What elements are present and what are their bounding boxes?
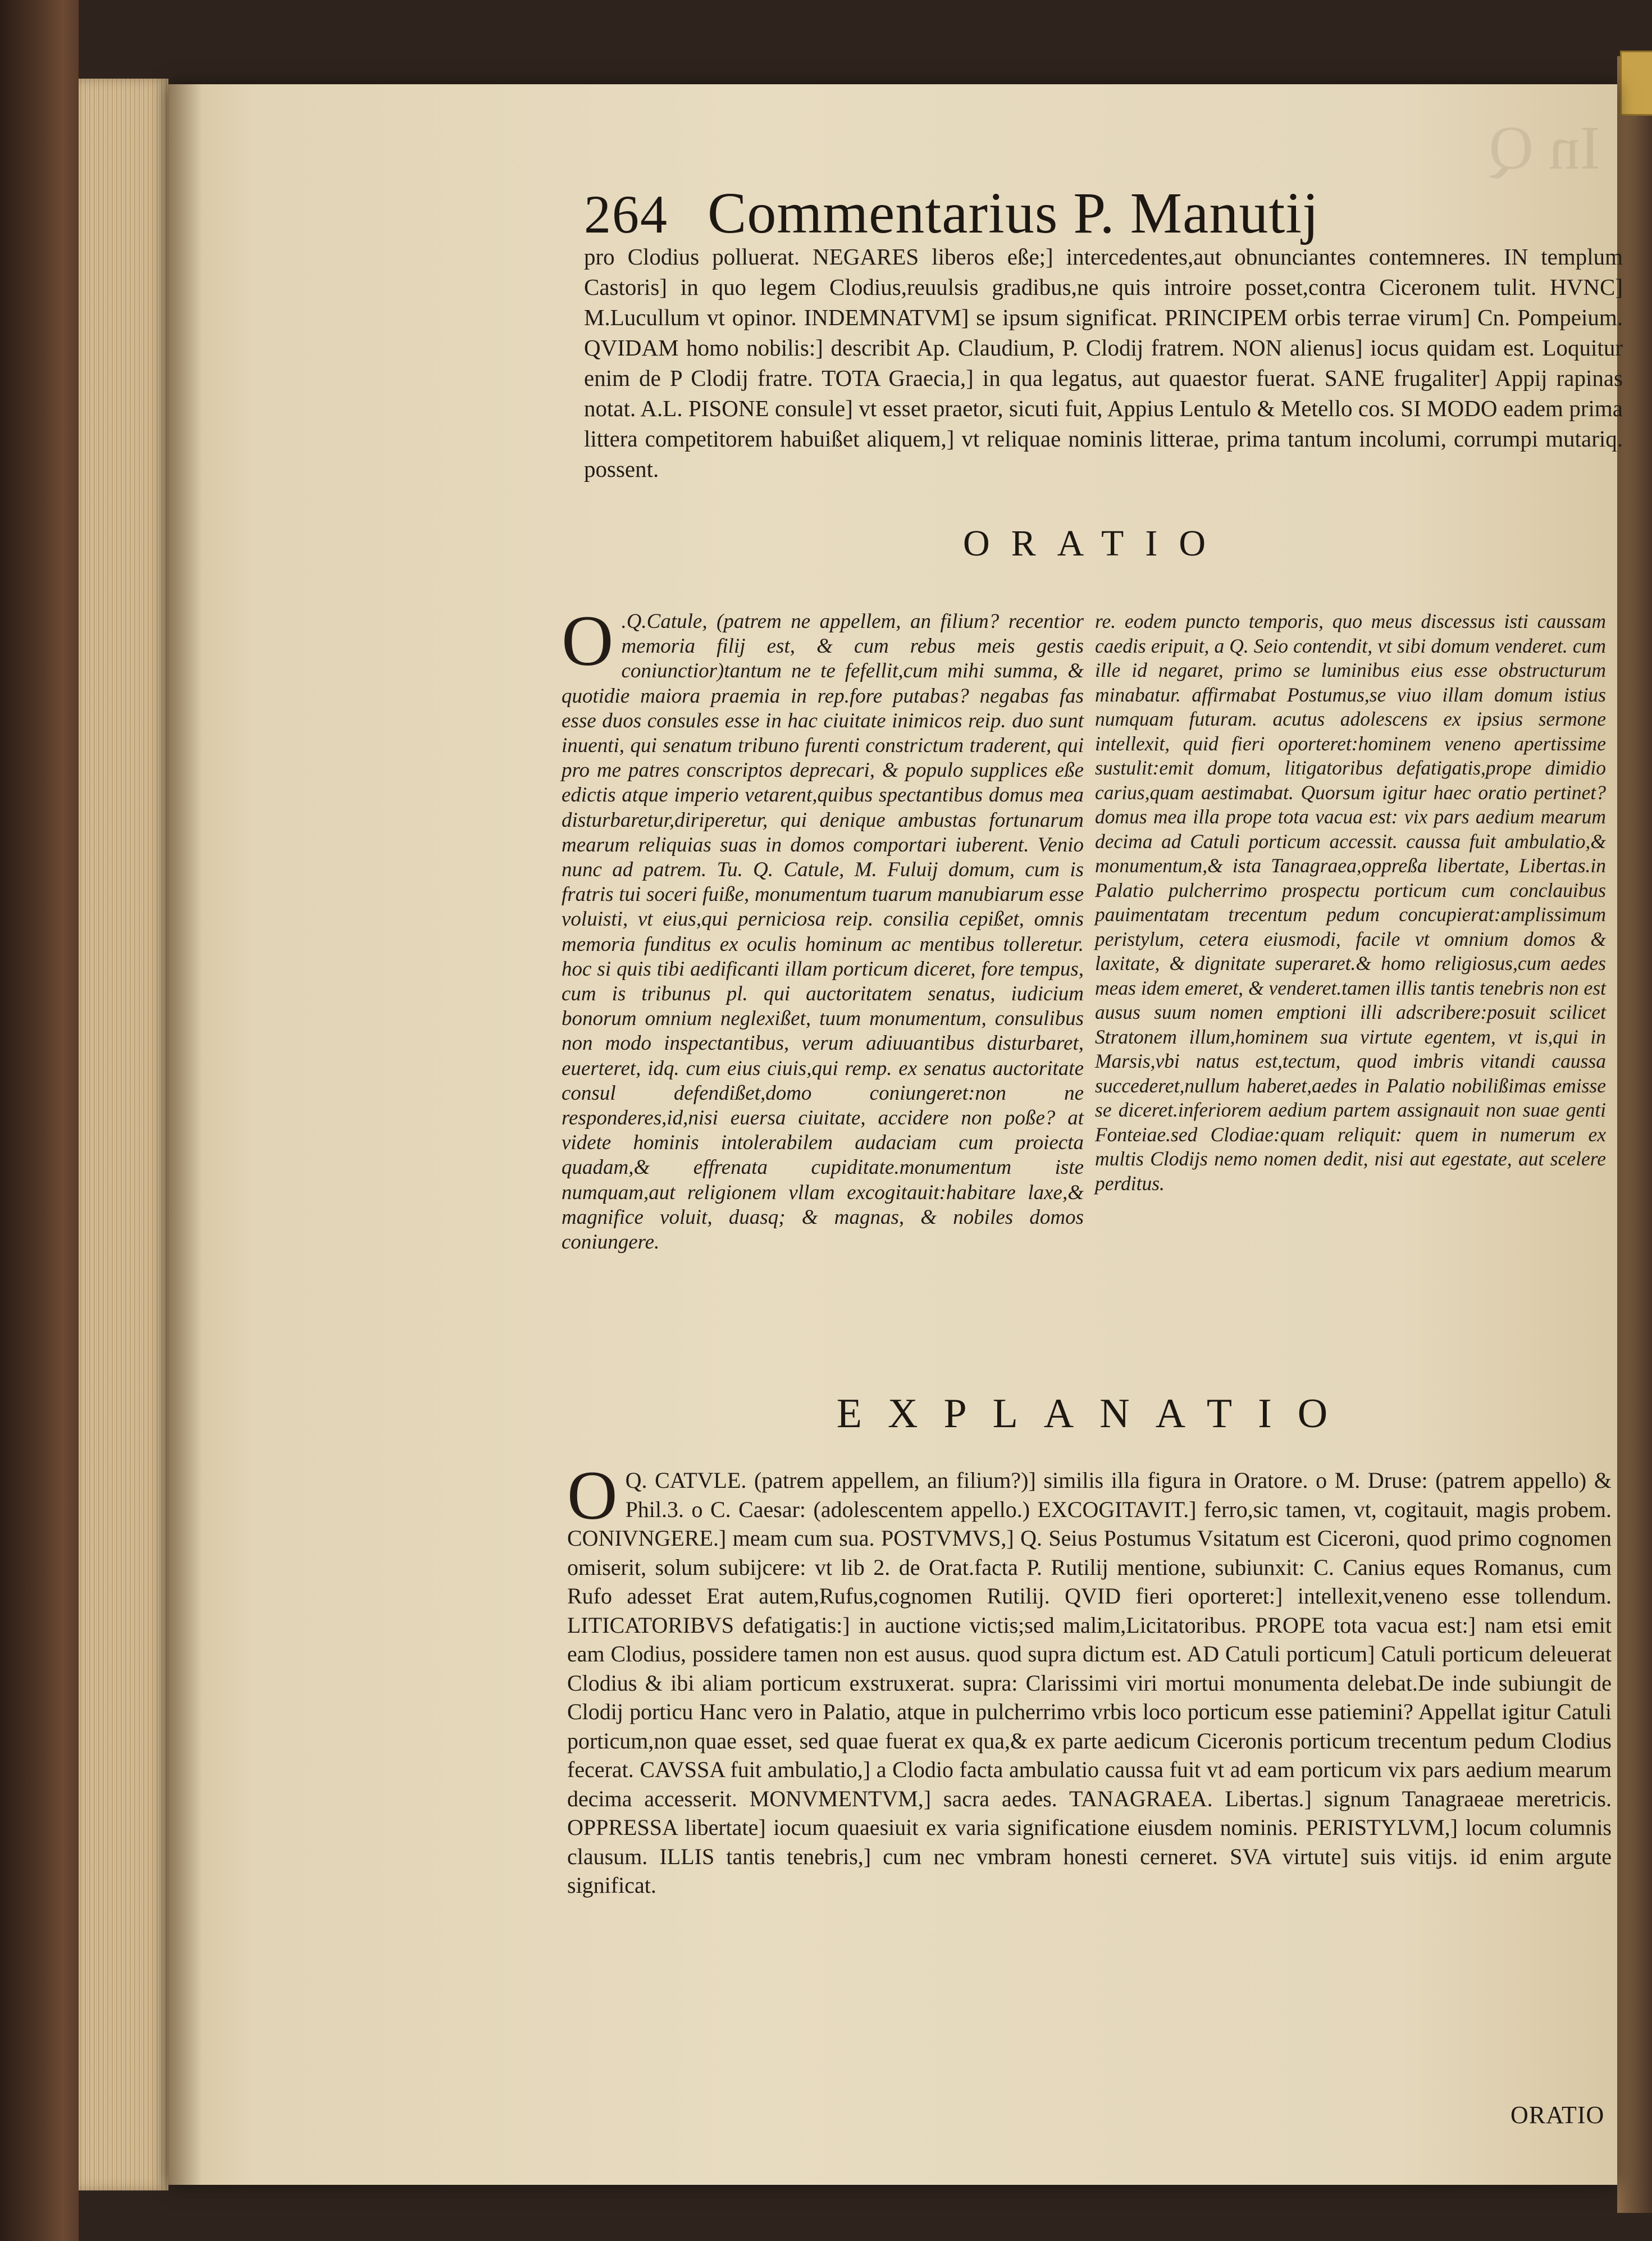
gutter-shadow (168, 84, 202, 2185)
explanatio-paragraph (567, 1457, 1612, 1900)
oratio-right-column (1095, 609, 1606, 1196)
explanatio-text: Q. CATVLE. (patrem appellem, an filium?)] similis illa figura in Oratore. o M. Druse: (patrem appello) & Phil.3. o C. Caesar: (adolescentem appello.) EXCOGITAVIT.] ferro,sic tamen, vt, cogitauit, magis probem. CONIVNGERE.] meam cum sua. POSTVMVS,] Q. Seius Postumus Vsitatum est Ciceroni, quod primo cognomen omiserit, solum subijcere: vt lib 2. de Orat.facta P. Rutilij mentione, subiunxit: C. Canius eques Romanus, cum Rufo adesset Erat autem,Rufus,cognomen Rutilij. QVID fieri oporteret:] intellexit,veneno esse tollendum. LITICATORIBVS defatigatis:] in auctione victis;sed malim,Licitatoribus. PROPE tota vacua est:] nam etsi emit eam Clodius, possidere tamen non est ausus. quod supra dictum est. AD Catuli porticum] Catuli porticum deleuerat Clodius & ibi aliam porticum exstruxerat. supra: Clarissimi viri mortui monumenta delebat.De inde subiungit de Clodij porticu Hanc vero in Palatio, atque in pulcherrimo vrbis loco porticum esse patiemini? Appellat igitur Catuli porticum,non quae esset, sed quae fuerat ex qua,& ex parte aedicum Ciceronis porticum trecentum pedum Clodius fecerat. CAVSSA fuit ambulatio,] a Clodio facta ambulatio caussa fuit vt ad eam porticum vix pars aedium mearum decima accesserit. MONVMENTVM,] sacra aedes. TANAGRAEA. Libertas.] signum Tanagraeae meretricis. OPPRESSA libertate] iocum quaesiuit ex varia significatione eiusdem nominis. PERISTYLVM,] locum columnis clausum. ILLIS tantis tenebris,] cum nec vmbram honesti cerneret. SVA virtute] suis vitijs. id enim argute significat. (567, 1468, 1612, 1898)
explanatio-heading: EXPLANATIO (836, 1391, 1354, 1437)
page-number: 264 (584, 184, 668, 244)
commentary-paragraph (584, 242, 1623, 484)
page-stack-edge (79, 79, 168, 2190)
oratio-left-text: .Q.Catule, (patrem ne appellem, an filium? recentior memoria filij est, & cum rebus meis gestis coniunctior)tantum ne te fefellit,cum mihi summa, & quotidie maiora praemia in rep.fore putabas? negabas fas esse duos consules esse in hac ciuitate inimicos reip. duo sunt inuenti, qui senatum tribuno furenti constrictum traderent, qui pro me patres conscriptos deprecari, & populo supplices eße edictis atque imperio vetarent,quibus spectantibus domus mea disturbaretur,diriperetur, qui denique ambustas fortunarum mearum reliquias suas in domos comportari iuberent. Venio nunc ad patrem. Tu. Q. Catule, M. Fuluij domum, cum is fratris tui soceri fuiße, monumentum tuarum manubiarum esse voluisti, vt eius,qui perniciosa reip. consilia cepißet, omnis memoria funditus ex oculis hominum ac mentibus tolleretur. hoc si quis tibi aedificanti illam porticum diceret, fore tempus, cum is tribunus pl. qui auctoritatem senatus, iudicium bonorum omnium neglexißet, tuum monumentum, consulibus non modo inspectantibus, verum adiuuantibus disturbaret, euerteret, idq. cum eius ciuis,qui remp. ex senatus auctoritate consul defendißet,domo coniungeret:non ne responderes,id,nisi euersa ciuitate, accidere non poße? at videte hominis intolerabilem audaciam cum proiecta quadam,& effrenata cupiditate.monumentum iste numquam,aut religionem vllam excogitauit:habitare laxe,& magnifice voluit, duasq; & magnas, & nobiles domos coniungere. (562, 610, 1084, 1254)
oratio-right-text: re. eodem puncto temporis, quo meus discessus isti caussam caedis eripuit, a Q. Seio contendit, vt sibi domum venderet. cum ille id negaret, primo se luminibus eius esse obstructurum minabatur. affirmabat Postumus,se viuo illam domum istius numquam futuram. acutus adolescens ex ipsius sermone intellexit, quid fieri oporteret:hominem veneno apertissime sustulit:emit domum, litigatoribus defatigatis,prope dimidio carius,quam aestimabat. Quorsum igitur haec oratio pertinet? domus mea illa prope tota vacua est: vix pars aedium mearum decima ad Catuli porticum accessit. caussa fuit ambulatio,& monumentum,& ista Tanagraea,oppreßa libertate, Libertas.in Palatio pulcherrimo prospectu porticum cum conclauibus pauimentatam trecentum pedum concupierat:amplissimum peristylum, cetera eiusmodi, facile vt omnium domos & laxitate, & dignitate superaret.& homo religiosus,cum aedes meas idem emeret, & venderet.tamen illis tantis tenebris non est ausus suum nomen emptioni illi adscribere:posuit scilicet Stratonem illum,hominem sua virtute egentem, vt is,qui in Marsis,vbi natus est,tectum, quod imbris vitandi caussa succederet,nullum haberet,aedes in Palatio nobilißimas emisse se diceret.inferiorem aedium partem assignauit non suae genti Fonteiae.sed Clodiae:quam reliquit: quem in numerum ex multis Clodijs nemo nomen dedit, nisi aut egestate, aut scelere perditus. (1095, 610, 1606, 1195)
catchword: ORATIO (1510, 2101, 1605, 2129)
running-title: Commentarius P. Manutij (708, 181, 1319, 245)
oratio-left-column (562, 601, 1084, 1255)
oratio-dropcap: O (562, 601, 614, 681)
color-reference-tab (1620, 51, 1652, 116)
explanatio-dropcap: O (567, 1457, 618, 1534)
show-through-text: In Q (1489, 113, 1600, 182)
oratio-heading: ORATIO (963, 523, 1227, 564)
leather-binding (0, 0, 79, 2241)
commentary-text: pro Clodius polluerat. NEGARES liberos eße;] intercedentes,aut obnunciantes contemneres. IN templum Castoris] in quo legem Clodius,reuulsis gradibus,ne quis introire posset,contra Ciceronem tulit. HVNC] M.Lucullum vt opinor. INDEMNATVM] se ipsum significat. PRINCIPEM orbis terrae virum] Cn. Pompeium. QVIDAM homo nobilis:] describit Ap. Claudium, P. Clodij fratrem. NON alienus] iocus quidam est. Loquitur enim de P Clodij fratre. TOTA Graecia,] in qua legatus, aut quaestor fuerat. SANE frugaliter] Appij rapinas notat. A.L. PISONE consule] vt esset praetor, sicuti fuit, Appius Lentulo & Metello cos. SI MODO eadem prima littera competitorem habuißet aliquem,] vt reliquae nominis litterae, prima tantum incolumi, corrumpi mutariq. possent. (584, 244, 1623, 482)
